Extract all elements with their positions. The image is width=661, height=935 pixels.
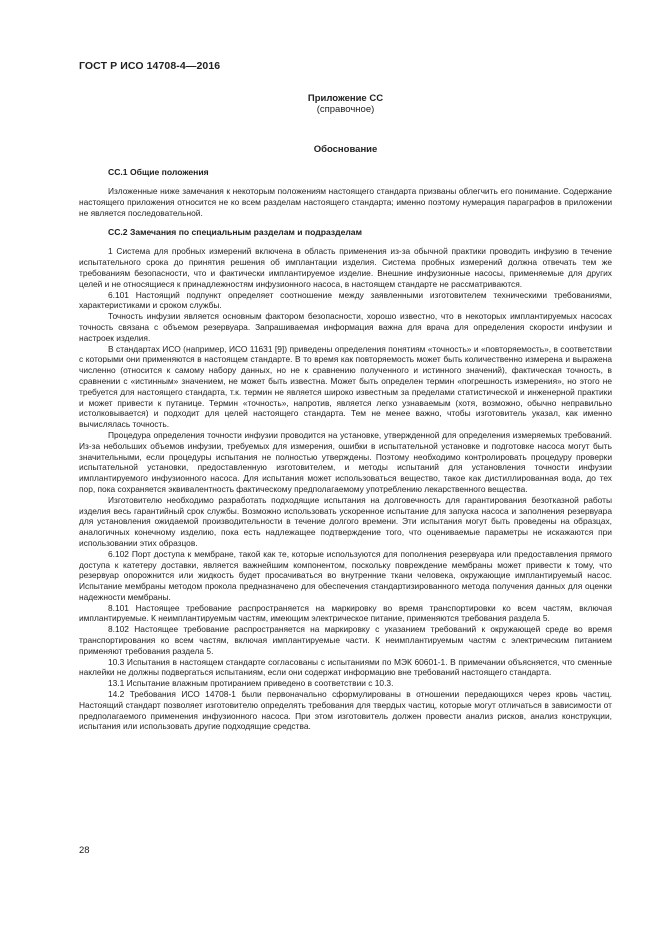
section-title: СС.1 Общие положения [108, 167, 209, 177]
paragraph: 14.2 Требования ИСО 14708-1 были первоначально сформулированы в отношении передающихся через кровь частиц. Настоящий стандарт позволяет изготовителю определять требования для твердых частиц, которые могут отличаться в зависимости от предполагаемого применения инфузионного насоса. При этом изготовитель должен провести анализ рисков, анализ конструкции, испытания или использовать другие подходящие средства. [79, 689, 612, 732]
paragraph: Процедура определения точности инфузии проводится на установке, утвержденной для определения измеряемых требований. Из-за небольших объемов инфузии, требуемых для измерения, ошибки в испытательной установке и подготовке насоса могут быть значительными, если процедуры испытания не полностью утверждены. Поэтому необходимо контролировать процедуру проверки испытательной установки, предоставленную изготовителем, и методы испытаний для установления точности инфузии имплантируемого инфузионного насоса. Для испытания может использоваться вещество, такое как дистиллированная вода, до тех пор, пока сохраняется эквивалентность фактическому предполагаемому употреблению лекарственного вещества. [79, 429, 612, 494]
paragraph: 10.3 Испытания в настоящем стандарте согласованы с испытаниями по МЭК 60601-1. В примечании объясняется, что сменные наклейки не должны подвергаться испытаниям, если они содержат информацию вне требований настоящего стандарта. [79, 656, 612, 678]
paragraph: Точность инфузии является основным фактором безопасности, хорошо известно, что в некоторых имплантируемых насосах точность связана с объемом резервуара. Запрашиваемая информация важна для врача для определения скорости инфузии и настроек изделия. [79, 311, 612, 343]
paragraph: Изготовителю необходимо разработать подходящие испытания на долговечность для гарантирования безотказной работы изделия весь гарантийный срок службы. Возможно использовать ускоренное испытание для запуска насоса и заполнения резервуара для установления ожидаемой производительности в течение долгого времени. Эти испытания могут быть проведены на образцах, аналогичных конечному изделию, пока есть надлежащее подтверждение того, что оцениваемые параметры не искажаются при использовании этих образцов. [79, 494, 612, 548]
paragraph: 6.102 Порт доступа к мембране, такой как те, которые используются для пополнения резервуара или предоставления прямого доступа к катетеру доставки, является важнейшим компонентом, поскольку повреждение мембраны может привести к тому, что резервуар опорожнится или жидкость будет просачиваться во внутренние ткани человека, окружающие имплантируемый насос. Испытание мембраны методом прокола предназначено для обеспечения стандартизированного метода получения данных для оценки надежности мембраны. [79, 548, 612, 602]
annex-type: (справочное) [316, 104, 375, 115]
document-header: ГОСТ Р ИСО 14708-4—2016 [79, 60, 221, 72]
paragraph: В стандартах ИСО (например, ИСО 11631 [9]) приведены определения понятиям «точность» и «повторяемость», в соответствии с которыми они применяются в настоящем стандарте. В то время как повторяемость может быть количественно измерена и выражена численно (относится к самому набору данных, но не к сравнению полученного и истинного значений), фактическая точность, в сравнении с «истинным» значением, не может быть известна. Может быть определен термин «погрешность измерения», но этого не требуется для настоящего стандарта, т.к. термин не является широко известным за пределами статистической и инженерной практики и может привести к путанице. Термин «точность», напротив, является легко узнаваемым (хотя, возможно, обычно неправильно истолковывается) и подходит для целей настоящего стандарта. Тем не менее важно, чтобы изготовитель указал, как именно вычислялась точность. [79, 343, 612, 430]
paragraph: 8.101 Настоящее требование распространяется на маркировку во время транспортировки ко всем частям, включая имплантируемые. К неимплантируемым частям, имеющим электрическое питание, применяются требования раздела 5. [79, 602, 612, 624]
section-title: СС.2 Замечания по специальным разделам и подразделам [108, 227, 362, 238]
page-number: 28 [79, 845, 90, 856]
annex-title: Приложение СС [307, 93, 384, 104]
paragraph: 6.101 Настоящий подпункт определяет соотношение между заявленными изготовителем техническими требованиями, характеристиками и сроком службы. [79, 289, 612, 311]
paragraph: 1 Система для пробных измерений включена в область применения из-за обычной практики проводить инфузию в течение испытательного срока до принятия решения об имплантации изделия. Система пробных измерений должна отвечать тем же требованиям безопасности, что и фактически имплантируемое изделие. Внешние инфузионные насосы, применяемые для других целей и не относящиеся к принадлежностям инфузионного насоса, в настоящем стандарте не рассматриваются. [79, 246, 612, 289]
annex-heading: Обоснование [313, 144, 378, 155]
paragraph: Изложенные ниже замечания к некоторым положениям настоящего стандарта призваны облегчить его понимание. Содержание настоящего приложения относится не ко всем разделам настоящего стандарта; именно поэтому нумерация параграфов в приложении не является последовательной. [79, 186, 612, 218]
paragraph: 8.102 Настоящее требование распространяется на маркировку с указанием требований к окружающей среде во время транспортирования ко всем частям, включая имплантируемые части. К неимплантируемым частям с электрическим питанием применяют требования раздела 5. [79, 624, 612, 656]
document-body [79, 160, 612, 732]
paragraph: 13.1 Испытание влажным протиранием приведено в соответствии с 10.3. [108, 678, 394, 689]
annex-block [79, 93, 612, 115]
